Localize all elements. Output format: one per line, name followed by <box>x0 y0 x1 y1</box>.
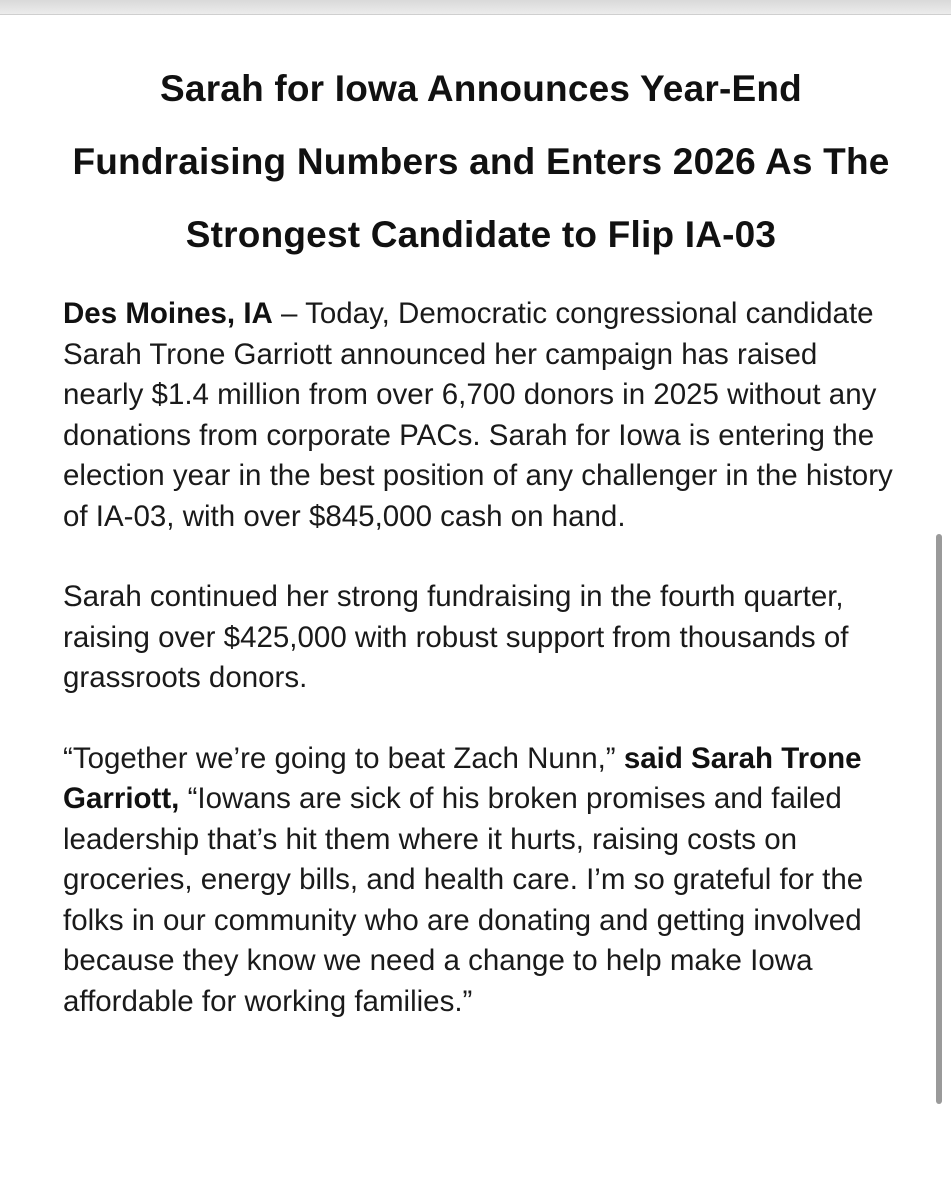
intro-text: – Today, Democratic congressional candidate Sarah Trone Garriott announced her campaign has raised nearly $1.4 million from over 6,700 donors in 2025 without any donations from corporate PACs. Sarah for Iowa is entering the election year in the best position of any challenger in the history of IA-03, with over $845,000 cash on hand. <box>63 297 893 533</box>
headline: Sarah for Iowa Announces Year-End Fundraising Numbers and Enters 2026 As The Strongest Candidate to Flip IA-03 <box>72 68 890 255</box>
dateline: Des Moines, IA <box>63 297 273 330</box>
paragraph-q4: Sarah continued her strong fundraising in the fourth quarter, raising over $425,000 with robust support from thousands of grassroots donors. <box>63 580 849 694</box>
top-edge-bar <box>0 0 951 15</box>
paragraph-quote <box>63 739 899 1023</box>
press-release <box>63 52 899 1022</box>
quote-start: “Together we’re going to beat Zach Nunn,” <box>63 741 624 775</box>
quote-attribution: said Sarah Trone Garriott, <box>63 741 862 815</box>
quote-rest: “Iowans are sick of his broken promises and failed leadership that’s hit them where it hurts, raising costs on groceries, energy bills, and health care. I’m so grateful for the folks in our community who are donating and getting involved because they know we need a change to help make Iowa affordable for working families.” <box>63 782 864 1018</box>
paragraph-intro <box>63 294 899 537</box>
vertical-scrollbar[interactable] <box>936 534 942 1104</box>
